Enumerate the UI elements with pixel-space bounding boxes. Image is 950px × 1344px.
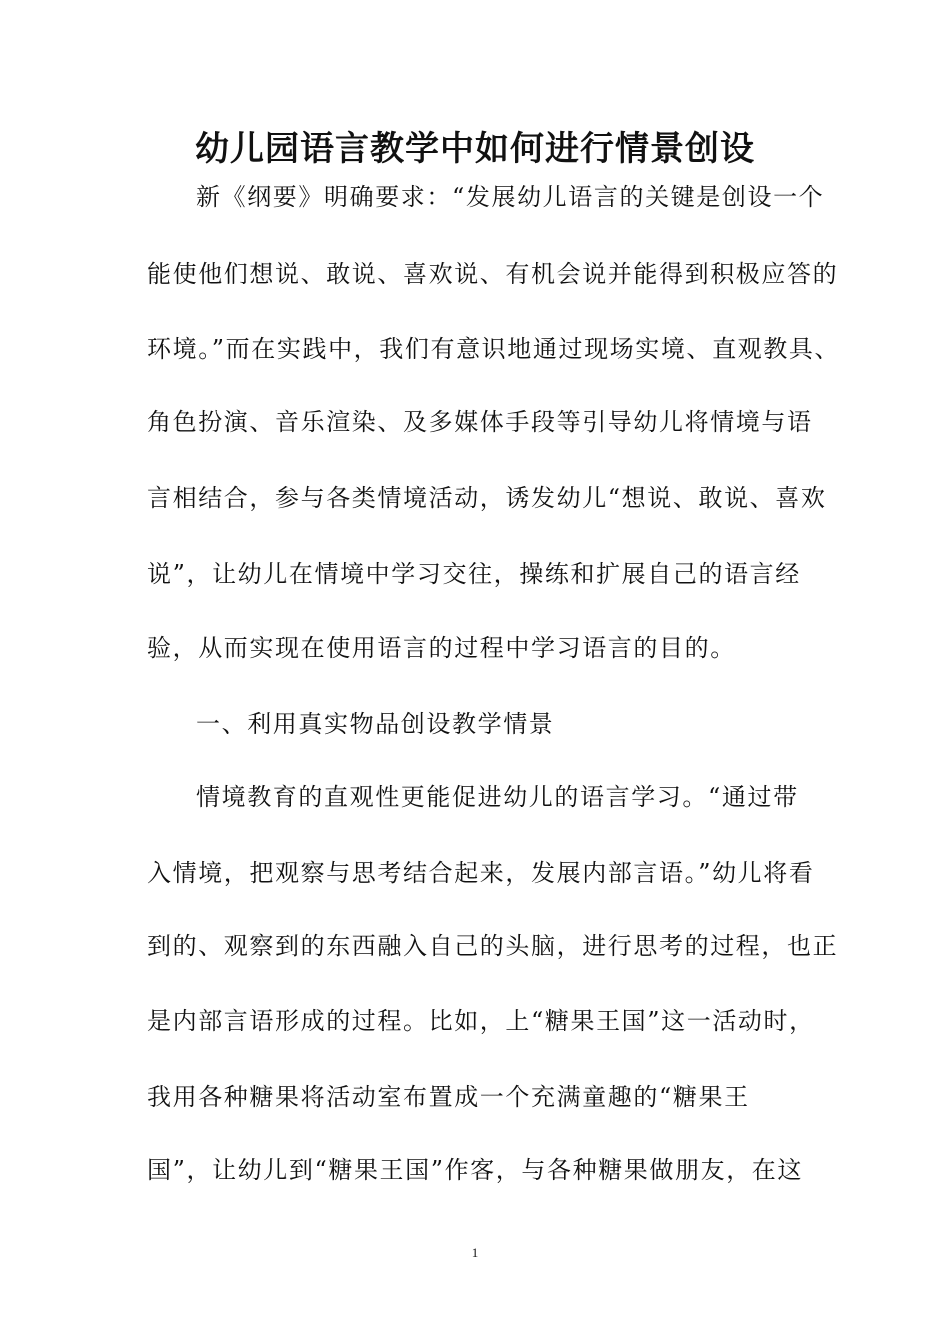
- paragraph-line: 我用各种糖果将活动室布置成一个充满童趣的“糖果王: [147, 1083, 750, 1111]
- paragraph-line: 是内部言语形成的过程。比如，上“糖果王国”这一活动时，: [147, 1007, 815, 1035]
- paragraph-line: 说”，让幼儿在情境中学习交往，操练和扩展自己的语言经: [147, 560, 801, 588]
- paragraph-line: 情境教育的直观性更能促进幼儿的语言学习。“通过带: [196, 783, 799, 811]
- paragraph-line: 角色扮演、音乐渲染、及多媒体手段等引导幼儿将情境与语: [147, 408, 813, 436]
- document-title: 幼儿园语言教学中如何进行情景创设: [195, 129, 755, 169]
- paragraph-line: 新《纲要》明确要求：“发展幼儿语言的关键是创设一个: [196, 183, 825, 211]
- paragraph-line: 言相结合，参与各类情境活动，诱发幼儿“想说、敢说、喜欢: [147, 484, 827, 512]
- page-number: 1: [471, 1245, 479, 1260]
- paragraph-line: 入情境，把观察与思考结合起来，发展内部言语。”幼儿将看: [147, 859, 815, 887]
- paragraph-line: 能使他们想说、敢说、喜欢说、有机会说并能得到积极应答的: [147, 260, 839, 288]
- paragraph-line: 验，从而实现在使用语言的过程中学习语言的目的。: [147, 634, 736, 662]
- paragraph-line: 环境。”而在实践中，我们有意识地通过现场实境、直观教具、: [147, 335, 841, 363]
- section-heading: 一、利用真实物品创设教学情景: [196, 710, 555, 738]
- paragraph-line: 到的、观察到的东西融入自己的头脑，进行思考的过程，也正: [147, 932, 839, 960]
- paragraph-line: 国”，让幼儿到“糖果王国”作客，与各种糖果做朋友，在这: [147, 1156, 804, 1184]
